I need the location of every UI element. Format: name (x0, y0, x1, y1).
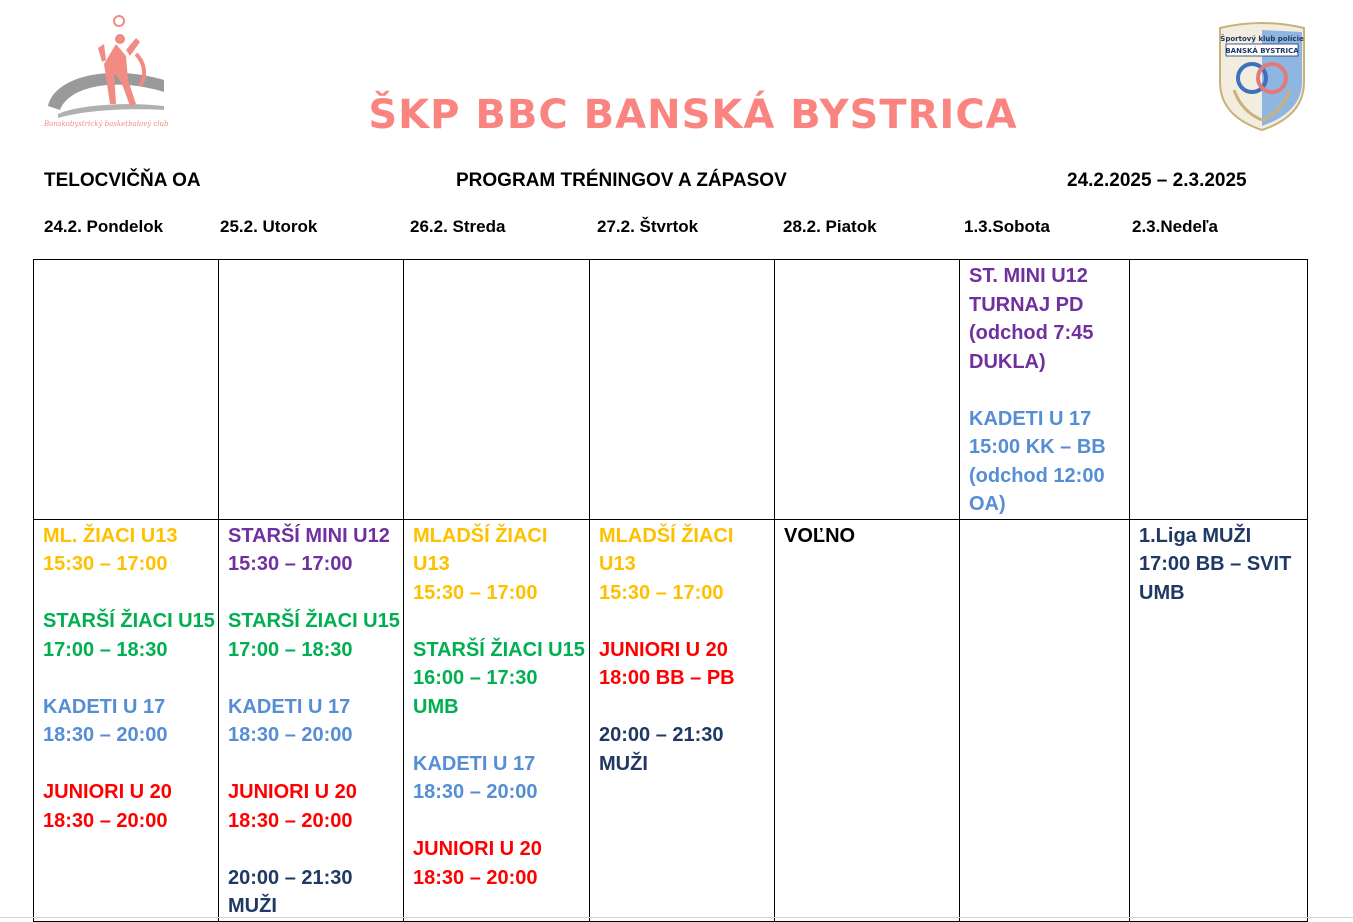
schedule-entry-line: KADETI U 17 (413, 752, 536, 775)
schedule-entry-line: 15:30 – 17:00 (228, 553, 353, 575)
schedule-entry-line: 18:30 – 20:00 (413, 781, 538, 803)
schedule-cell (775, 260, 960, 520)
schedule-entry-line: MLADŠÍ ŽIACI (599, 524, 734, 547)
schedule-entry (228, 778, 395, 835)
schedule-entry-line: MUŽI (228, 895, 277, 917)
schedule-entry-line: 18:00 BB – PB (599, 667, 735, 689)
schedule-cell (219, 519, 404, 921)
schedule-entry-line: 18:30 – 20:00 (228, 809, 353, 832)
schedule-entry-line: MUŽI (599, 752, 648, 775)
day-header: 2.3.Nedeľa (1132, 217, 1218, 236)
schedule-entry-line: STARŠÍ MINI U12 (228, 524, 390, 547)
page-title: ŠKP BBC BANSKÁ BYSTRICA (368, 92, 1018, 138)
schedule-cell (960, 519, 1130, 921)
schedule-entry (599, 522, 766, 608)
schedule-entry (413, 522, 581, 608)
schedule-entry-line: ML. ŽIACI U13 (43, 524, 178, 547)
schedule-entry-line: DUKLA) (969, 350, 1046, 373)
schedule-cell (590, 260, 775, 520)
day-header: 26.2. Streda (410, 217, 506, 236)
schedule-entry-line: 15:30 – 17:00 (599, 581, 724, 604)
program-title: PROGRAM TRÉNINGOV A ZÁPASOV (456, 170, 787, 191)
page-bottom-divider (0, 917, 1353, 918)
day-header: 27.2. Štvrtok (597, 217, 699, 236)
schedule-entry-line: (odchod 12:00 (969, 464, 1105, 487)
schedule-entry-line: KADETI U 17 (228, 695, 351, 718)
schedule-entry (599, 636, 766, 693)
schedule-entry-line: 17:00 BB – SVIT (1139, 553, 1292, 575)
svg-text:BANSKÁ BYSTRICA: BANSKÁ BYSTRICA (1225, 47, 1299, 55)
schedule-cell (1130, 260, 1308, 520)
schedule-entry-line: STARŠÍ ŽIACI U15 (413, 638, 585, 661)
schedule-entry-line: KADETI U 17 (43, 695, 166, 718)
schedule-entry-line: JUNIORI U 20 (228, 781, 357, 803)
schedule-entry-line: STARŠÍ ŽIACI U15 (43, 610, 215, 632)
schedule-entry-line: JUNIORI U 20 (599, 638, 728, 661)
day-header: 25.2. Utorok (220, 217, 318, 236)
schedule-entry-line: JUNIORI U 20 (413, 838, 542, 860)
schedule-entry-line: (odchod 7:45 (969, 322, 1094, 344)
schedule-entry-line: TURNAJ PD (969, 293, 1084, 316)
day-header: 1.3.Sobota (964, 217, 1050, 236)
schedule-entry (43, 607, 215, 664)
schedule-cell (34, 519, 219, 921)
schedule-entry-line: JUNIORI U 20 (43, 781, 172, 803)
schedule-entry (413, 835, 581, 892)
schedule-cell (404, 519, 590, 921)
schedule-cell (34, 260, 219, 520)
schedule-cell (590, 519, 775, 921)
schedule-entry-line: OA) (969, 493, 1006, 515)
schedule-entry-line: UMB (1139, 581, 1185, 604)
schedule-entry (969, 262, 1121, 376)
schedule-entry-line: UMB (413, 695, 459, 718)
schedule-entry-line: 16:00 – 17:30 (413, 667, 538, 689)
schedule-entry-line: 18:30 – 20:00 (43, 809, 168, 832)
schedule-entry (228, 693, 395, 750)
schedule-entry-line: VOĽNO (784, 524, 856, 547)
schedule-entry-line: U13 (599, 553, 636, 575)
day-header: 24.2. Pondelok (44, 217, 164, 236)
schedule-entry-line: U13 (413, 553, 450, 575)
schedule-entry-line: 1.Liga MUŽI (1139, 524, 1252, 547)
schedule-table (33, 259, 1308, 922)
schedule-entry-line: MLADŠÍ ŽIACI (413, 524, 548, 547)
schedule-entry-line: 18:30 – 20:00 (228, 724, 353, 746)
schedule-entry-line: 18:30 – 20:00 (43, 724, 168, 746)
schedule-entry-line: ST. MINI U12 (969, 265, 1088, 287)
schedule-entry (43, 693, 210, 750)
schedule-entry-line: 17:00 – 18:30 (228, 638, 353, 661)
schedule-row-top (34, 260, 1308, 520)
schedule-entry (228, 522, 395, 579)
schedule-entry (413, 636, 585, 722)
venue-label: TELOCVIČŇA OA (44, 170, 201, 191)
schedule-entry (228, 864, 395, 921)
schedule-cell (1130, 519, 1308, 921)
svg-text:Banskobystrický basketbalový c: Banskobystrický basketbalový club (44, 120, 169, 128)
schedule-row-main (34, 519, 1308, 921)
schedule-entry-line: 15:00 KK – BB (969, 436, 1106, 458)
schedule-cell (404, 260, 590, 520)
svg-text:Športový klub polície: Športový klub polície (1220, 35, 1304, 43)
schedule-entry (228, 607, 400, 664)
schedule-entry (784, 522, 951, 551)
schedule-entry-line: STARŠÍ ŽIACI U15 (228, 610, 400, 632)
day-header: 28.2. Piatok (783, 217, 877, 236)
schedule-entry-line: 20:00 – 21:30 (228, 866, 353, 889)
schedule-entry-line: 20:00 – 21:30 (599, 724, 724, 746)
schedule-entry (43, 778, 210, 835)
schedule-entry-line: KADETI U 17 (969, 407, 1092, 430)
schedule-entry (43, 522, 210, 579)
schedule-cell (219, 260, 404, 520)
schedule-entry (413, 750, 581, 807)
schedule-entry-line: 15:30 – 17:00 (413, 581, 538, 604)
schedule-entry-line: 17:00 – 18:30 (43, 638, 168, 661)
schedule-cell (960, 260, 1130, 520)
date-range: 24.2.2025 – 2.3.2025 (1067, 170, 1247, 191)
schedule-entry-line: 18:30 – 20:00 (413, 866, 538, 889)
schedule-entry-line: 15:30 – 17:00 (43, 553, 168, 575)
schedule-entry (599, 721, 766, 778)
schedule-entry (1139, 522, 1299, 608)
schedule-entry (969, 405, 1121, 519)
schedule-cell (775, 519, 960, 921)
